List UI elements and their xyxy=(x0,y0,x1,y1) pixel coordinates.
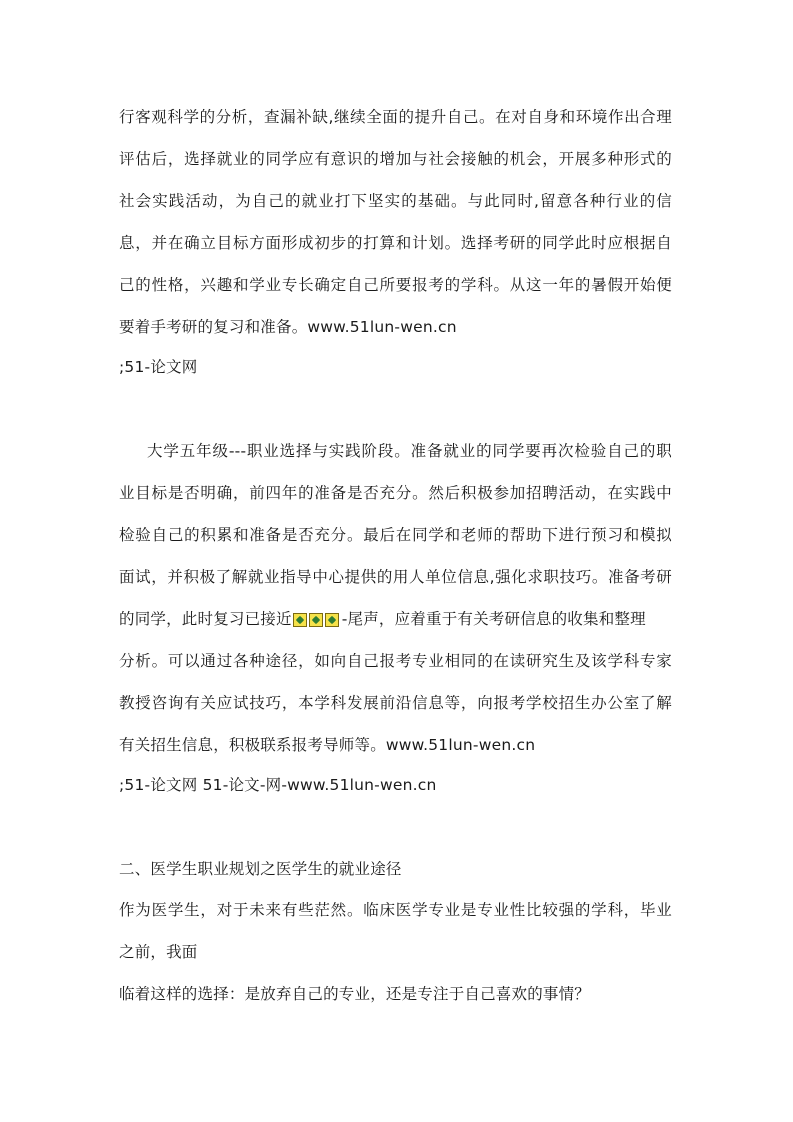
p2-line-9: ;51-论文网 51-论文-网-www.51lun-wen.cn xyxy=(119,776,437,794)
book-icon xyxy=(293,613,307,627)
inline-image-icons xyxy=(293,612,341,632)
s2-line-3: 临着这样的选择：是放弃自己的专业，还是专注于自己喜欢的事情？ xyxy=(119,985,591,1003)
p2-line-7: 教授咨询有关应试技巧，本学科发展前沿信息等，向报考学校招生办公室了解 xyxy=(119,694,672,712)
p1-line-2: 评估后，选择就业的同学应有意识的增加与社会接触的机会，开展多种形式的 xyxy=(119,150,672,168)
p1-line-4: 息，并在确立目标方面形成初步的打算和计划。选择考研的同学此时应根据自 xyxy=(119,234,672,252)
book-icon xyxy=(309,613,323,627)
section-heading: 二、医学生职业规划之医学生的就业途径 xyxy=(119,860,402,878)
p2-line-1: 大学五年级---职业选择与实践阶段。准备就业的同学要再次检验自己的职 xyxy=(147,442,672,460)
p2-line-8: 有关招生信息，积极联系报考导师等。www.51lun-wen.cn xyxy=(119,736,536,754)
p2-line-5-before: 的同学，此时复习已接近 xyxy=(119,610,292,628)
book-icon xyxy=(325,613,339,627)
p1-line-1: 行客观科学的分析，查漏补缺,继续全面的提升自己。在对自身和环境作出合理 xyxy=(119,108,672,126)
p2-line-6: 分析。可以通过各种途径，如向自己报考专业相同的在读研究生及该学科专家 xyxy=(119,652,672,670)
p2-line-4: 面试，并积极了解就业指导中心提供的用人单位信息,强化求职技巧。准备考研 xyxy=(119,568,672,586)
p1-line-3: 社会实践活动，为自己的就业打下坚实的基础。与此同时,留意各种行业的信 xyxy=(119,192,672,210)
p1-line-6: 要着手考研的复习和准备。www.51lun-wen.cn xyxy=(119,318,457,336)
p2-line-2: 业目标是否明确，前四年的准备是否充分。然后积极参加招聘活动，在实践中 xyxy=(119,484,672,502)
p2-line-5-after: -尾声，应着重于有关考研信息的收集和整理 xyxy=(341,610,646,628)
s2-line-1: 作为医学生，对于未来有些茫然。临床医学专业是专业性比较强的学科，毕业 xyxy=(119,901,672,919)
s2-line-2: 之前，我面 xyxy=(119,943,198,961)
p1-line-5: 己的性格，兴趣和学业专长确定自己所要报考的学科。从这一年的暑假开始便 xyxy=(119,276,672,294)
p2-line-3: 检验自己的积累和准备是否充分。最后在同学和老师的帮助下进行预习和模拟 xyxy=(119,526,672,544)
p2-line-5 xyxy=(119,609,646,632)
p1-line-7: ;51-论文网 xyxy=(119,358,198,376)
